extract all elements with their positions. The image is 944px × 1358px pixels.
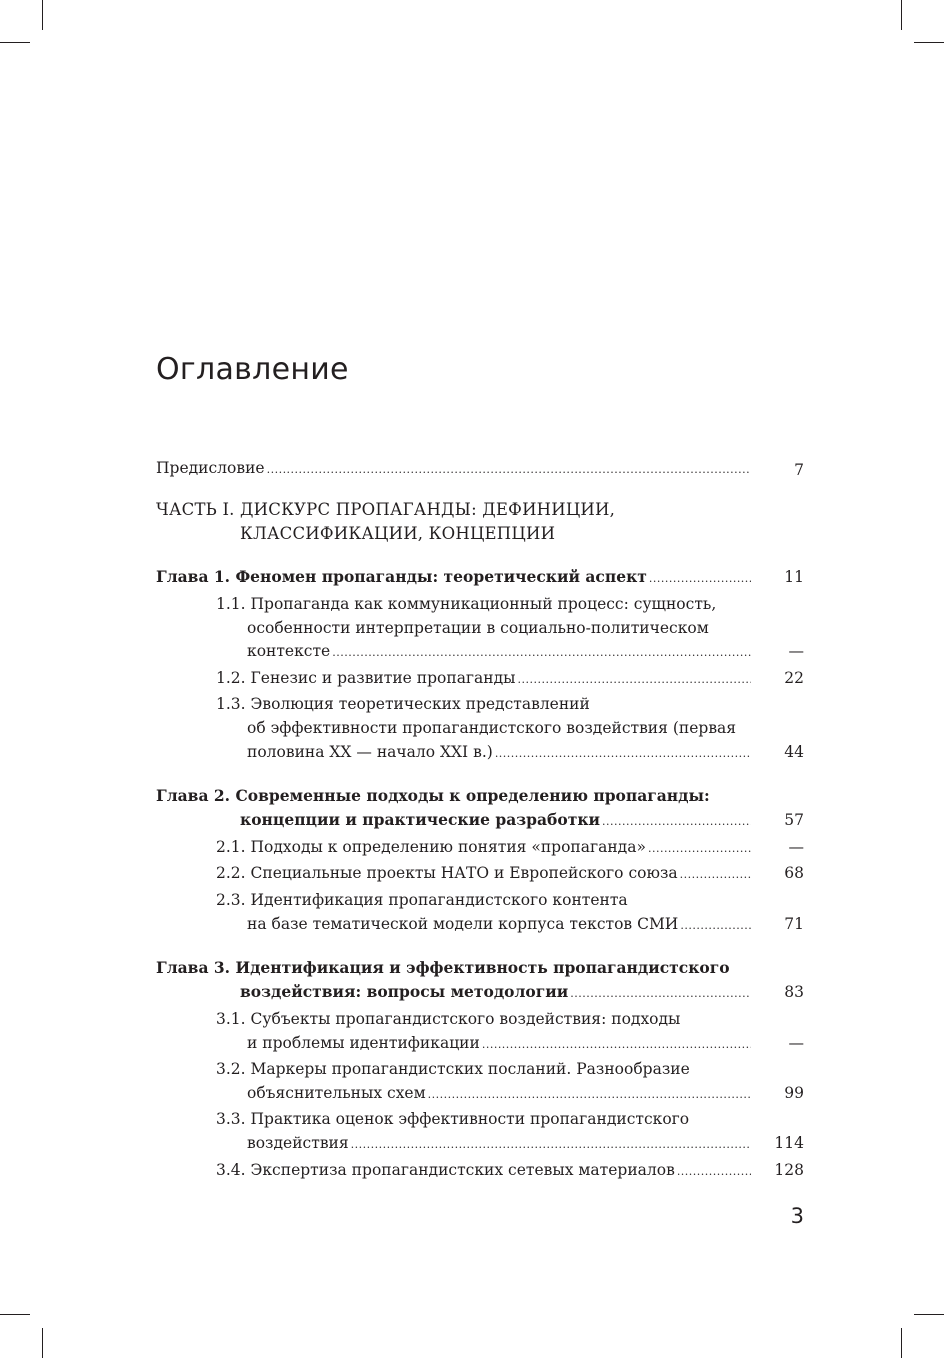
leader-dots xyxy=(680,916,751,936)
toc-entry-label: 2.2. Специальные проекты НАТО и Европейского союза xyxy=(216,864,678,882)
toc-page-number: — xyxy=(788,1034,804,1052)
toc-page-number: — xyxy=(788,642,804,660)
leader-dots xyxy=(428,1085,751,1105)
toc-entry-label: 1.2. Генезис и развитие пропаганды xyxy=(216,669,516,687)
toc-entry-label: и проблемы идентификации xyxy=(247,1034,480,1052)
leader-dots xyxy=(332,643,751,663)
toc-entry-3-2-line-1[interactable]: 3.2. Маркеры пропагандистских посланий. Разнообразие xyxy=(216,1060,690,1078)
toc-entry-1-1-line-3 xyxy=(247,641,751,663)
toc-entry-3-2-line-2 xyxy=(247,1083,751,1105)
page-title: Оглавление xyxy=(156,352,349,387)
toc-entry-label: 2.1. Подходы к определению понятия «пропаганда» xyxy=(216,838,646,856)
leader-dots xyxy=(570,984,751,1004)
toc-entry-1-3-line-1[interactable]: 1.3. Эволюция теоретических представлений xyxy=(216,695,590,713)
toc-entry-1-3-line-3 xyxy=(247,742,751,764)
toc-entry-1-3-line-2: об эффективности пропагандистского воздействия (первая xyxy=(247,719,737,737)
toc-entry-3-3-line-2 xyxy=(247,1133,751,1155)
leader-dots xyxy=(351,1135,751,1155)
toc-entry-1-1-line-2: особенности интерпретации в социально-политическом xyxy=(247,619,709,637)
toc-entry-2-1[interactable] xyxy=(216,837,751,859)
toc-entry-2-3-line-2 xyxy=(247,914,751,936)
toc-entry-label: половина XX — начало XXI в.) xyxy=(247,743,493,761)
toc-entry-chapter-3-line-1[interactable]: Глава 3. Идентификация и эффективность пропагандистского xyxy=(156,958,730,977)
leader-dots xyxy=(602,812,751,832)
toc-page-number: 71 xyxy=(784,915,804,933)
leader-dots xyxy=(680,865,751,885)
toc-page-number: 44 xyxy=(784,743,804,761)
toc-entry-2-3-line-1[interactable]: 2.3. Идентификация пропагандистского контента xyxy=(216,891,628,909)
toc-page-number: 99 xyxy=(784,1084,804,1102)
toc-entry-label: контексте xyxy=(247,642,331,660)
toc-entry-2-2[interactable] xyxy=(216,863,751,885)
toc-entry-chapter-3-line-2 xyxy=(240,982,751,1004)
toc-entry-label: Глава 1. Феномен пропаганды: теоретический аспект xyxy=(156,567,647,586)
toc-entry-3-1-line-1[interactable]: 3.1. Субъекты пропагандистского воздействия: подходы xyxy=(216,1010,681,1028)
page-folio-number: 3 xyxy=(790,1204,804,1228)
toc-entry-label: на базе тематической модели корпуса текстов СМИ xyxy=(247,915,679,933)
toc-entry-3-3-line-1[interactable]: 3.3. Практика оценок эффективности пропагандистского xyxy=(216,1110,690,1128)
toc-entry-3-4[interactable] xyxy=(216,1160,751,1182)
toc-page-number: 68 xyxy=(784,864,804,882)
toc-page-number: 57 xyxy=(784,811,804,829)
toc-entry-1-1-line-1[interactable]: 1.1. Пропаганда как коммуникационный процесс: сущность, xyxy=(216,595,717,613)
toc-entry-chapter-2-line-2 xyxy=(240,810,751,832)
leader-dots xyxy=(677,1162,751,1182)
toc-entry-3-1-line-2 xyxy=(247,1033,751,1055)
toc-page-number: 128 xyxy=(774,1161,804,1179)
part-heading-line-2: КЛАССИФИКАЦИИ, КОНЦЕПЦИИ xyxy=(240,524,556,543)
toc-page-number: 22 xyxy=(784,669,804,687)
toc-entry-preface[interactable] xyxy=(156,458,751,480)
leader-dots xyxy=(518,670,751,690)
toc-page-number: 114 xyxy=(774,1134,804,1152)
toc-page-number: — xyxy=(788,838,804,856)
toc-entry-label: воздействия: вопросы методологии xyxy=(240,982,569,1001)
toc-page-number: 11 xyxy=(784,568,804,586)
leader-dots xyxy=(649,569,751,589)
toc-entry-chapter-1[interactable] xyxy=(156,567,751,589)
toc-entry-label: объяснительных схем xyxy=(247,1084,426,1102)
toc-page-number: 7 xyxy=(794,461,804,479)
toc-entry-label: Предисловие xyxy=(156,459,265,477)
leader-dots xyxy=(648,839,751,859)
toc-entry-label: концепции и практические разработки xyxy=(240,810,601,829)
toc-entry-chapter-2-line-1[interactable]: Глава 2. Современные подходы к определению пропаганды: xyxy=(156,786,710,805)
part-heading-line-1: ЧАСТЬ I. ДИСКУРС ПРОПАГАНДЫ: ДЕФИНИЦИИ, xyxy=(156,500,616,519)
toc-page-number: 83 xyxy=(784,983,804,1001)
toc-entry-label: воздействия xyxy=(247,1134,349,1152)
leader-dots xyxy=(482,1035,751,1055)
toc-entry-1-2[interactable] xyxy=(216,668,751,690)
leader-dots xyxy=(495,744,751,764)
toc-entry-label: 3.4. Экспертиза пропагандистских сетевых материалов xyxy=(216,1161,675,1179)
leader-dots xyxy=(267,460,751,480)
